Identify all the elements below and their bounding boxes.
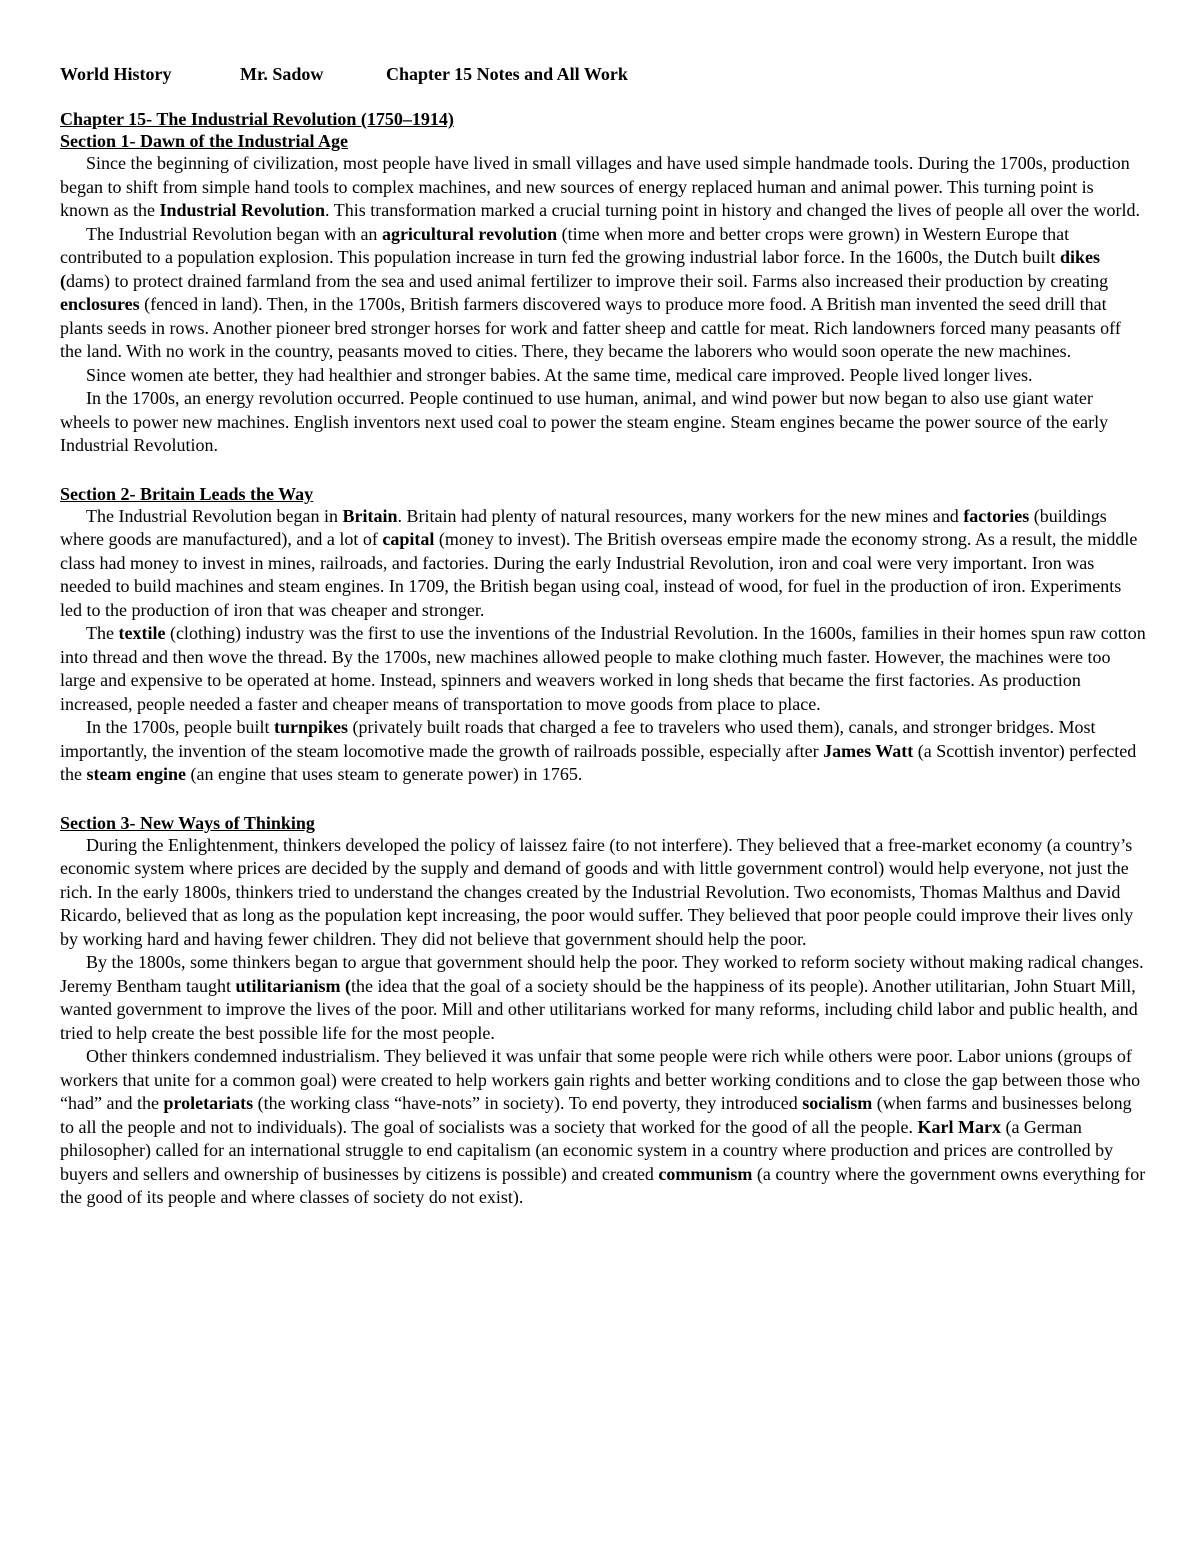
key-term: Karl Marx	[917, 1116, 1001, 1137]
text-run: The Industrial Revolution began with an	[86, 223, 382, 244]
key-term: factories	[963, 505, 1030, 526]
section-spacer	[60, 787, 1146, 812]
document-header	[60, 62, 1146, 86]
paragraph	[60, 387, 1146, 458]
text-run: Since the beginning of civilization, most people have lived in small villages and have used simple handmade tools. During the 1700s, production began to shift from simple hand tools to complex machines, and new sources of energy replaced human and animal power. This turning point is known as the	[60, 153, 1130, 220]
text-run: The Industrial Revolution began in	[86, 505, 343, 526]
text-run: In the 1700s, an energy revolution occurred. People continued to use human, animal, and wind power but now began to also use giant water wheels to power new machines. English inventors next used coal to power the steam engine. Steam engines became the power source of the early Industrial Revolution.	[60, 388, 1109, 455]
text-run: (time when more and better crops were grown) in Western Europe that contributed to a population explosion. This population increase in turn fed the growing industrial labor force. In the 1600s, the Dutch built	[60, 223, 1070, 267]
text-run: (a German philosopher) called for an international struggle to end capitalism (an economic system in a country where production and prices are controlled by buyers and sellers and ownership of businesses by citizens is possible) and created	[60, 1116, 1114, 1184]
paragraph	[60, 834, 1146, 952]
paragraph	[60, 951, 1146, 1045]
document-page	[60, 62, 1146, 1210]
text-run: Since women ate better, they had healthier and stronger babies. At the same time, medical care improved. People lived longer lives.	[86, 364, 1033, 385]
text-run: (fenced in land). Then, in the 1700s, British farmers discovered ways to produce more food. A British man invented the seed drill that plants seeds in rows. Another pioneer bred stronger horses for work and fatter sheep and cattle for meat. Rich landowners forced many peasants off the land. With no work in the country, peasants moved to cities. There, they became the laborers who would soon operate the new machines.	[60, 294, 1121, 361]
key-term: agricultural revolution	[381, 223, 558, 244]
text-run: During the Enlightenment, thinkers developed the policy of laissez faire (to not interfere). They believed that a free-market economy (a country’s economic system where prices are decided by the supply and demand of goods and with little government control) would help everyone, not just the rich. In the early 1800s, thinkers tried to understand the changes created by the Industrial Revolution. Two economists, Thomas Malthus and David Ricardo, believed that as long as the population kept increasing, the poor would suffer. They believed that poor people could improve their lives only by working hard and having fewer children. They did not believe that government should help the poor.	[60, 834, 1134, 949]
paragraph	[60, 364, 1146, 388]
key-term: enclosures	[60, 294, 140, 314]
section-spacer	[60, 458, 1146, 483]
text-run: the idea that the goal of a society should be the happiness of its people). Another utilitarian, John Stuart Mill, wanted government to improve the lives of the poor. Mill and other utilitarians worked for many reforms, including child labor and public health, and tried to help create the best possible life for the most people.	[60, 975, 1138, 1043]
key-term: James Watt	[823, 740, 914, 761]
section-heading: Section 1- Dawn of the Industrial Age	[60, 131, 349, 151]
key-term: communism	[658, 1163, 753, 1184]
text-run: . This transformation marked a crucial turning point in history and changed the lives of people all over the world.	[325, 200, 1140, 220]
chapter-title: Chapter 15- The Industrial Revolution (1750–1914)	[60, 109, 454, 129]
teacher-name: Mr. Sadow	[240, 64, 324, 84]
text-run: . Britain had plenty of natural resources, many workers for the new mines and	[397, 505, 964, 526]
paragraph	[60, 152, 1146, 223]
section-heading: Section 3- New Ways of Thinking	[60, 812, 315, 833]
text-run: By the 1800s, some thinkers began to argue that government should help the poor. They worked to reform society without making radical changes. Jeremy Bentham taught	[60, 952, 1144, 996]
key-term: textile	[118, 623, 166, 643]
text-run: Other thinkers condemned industrialism. They believed it was unfair that some people were rich while others were poor. Labor unions (groups of workers that unite for a common goal) were created to help workers gain rights and better working conditions and to close the gap between those who “had” and the	[60, 1046, 1141, 1113]
text-run: (money to invest). The British overseas empire made the economy strong. As a result, the middle class had money to invest in mines, railroads, and factories. During the early Industrial Revolution, iron and coal were very important. Iron was needed to build machines and steam engines. In 1709, the British began using coal, instead of wood, for fuel in the production of iron. Experiments led to the production of iron that was cheaper and stronger.	[60, 529, 1138, 620]
key-term: steam engine	[86, 764, 186, 784]
text-run: (when farms and businesses belong to all the people and not to individuals). The goal of socialists was a society that worked for the good of all the people.	[60, 1093, 1132, 1137]
text-run: (clothing) industry was the first to use the inventions of the Industrial Revolution. In the 1600s, families in their homes spun raw cotton into thread and then wove the thread. By the 1700s, new machines allowed people to make clothing much faster. However, the machines were too large and expensive to be operated at home. Instead, spinners and weavers worked in long sheds that became the first factories. As production increased, people needed a faster and cheaper means of transportation to move goods from place to place.	[60, 623, 1146, 714]
text-run: (the working class “have-nots” in society). To end poverty, they introduced	[253, 1093, 803, 1113]
course-name: World History	[60, 64, 172, 84]
section-3	[60, 812, 1146, 1210]
text-run: (a country where the government owns everything for the good of its people and where classes of society do not exist).	[60, 1163, 1146, 1207]
key-term: Industrial Revolution	[159, 200, 326, 220]
text-run: dams) to protect drained farmland from the sea and used animal fertilizer to improve their soil. Farms also increased their production by creating	[66, 270, 1109, 291]
text-run: (a Scottish inventor) perfected the	[60, 740, 1137, 784]
key-term: proletariats	[163, 1093, 254, 1113]
key-term: Britain	[342, 505, 398, 526]
section-heading: Section 2- Britain Leads the Way	[60, 483, 314, 504]
text-run: (buildings where goods are manufactured), and a lot of	[60, 505, 1107, 549]
key-term: socialism	[802, 1093, 873, 1113]
paragraph	[60, 223, 1146, 364]
document-title: Chapter 15 Notes and All Work	[386, 64, 628, 84]
text-run: The	[86, 623, 119, 643]
key-term: capital	[382, 529, 435, 549]
key-term: dikes (	[60, 247, 1100, 291]
paragraph	[60, 1045, 1146, 1210]
paragraph	[60, 505, 1146, 623]
key-term: turnpikes	[273, 717, 349, 737]
paragraph	[60, 716, 1146, 787]
key-term: utilitarianism (	[235, 975, 351, 996]
text-run: In the 1700s, people built	[86, 717, 274, 737]
section-2	[60, 483, 1146, 787]
section-1	[60, 130, 1146, 458]
paragraph	[60, 622, 1146, 716]
text-run: (an engine that uses steam to generate power) in 1765.	[185, 764, 583, 784]
text-run: (privately built roads that charged a fee to travelers who used them), canals, and stronger bridges. Most importantly, the invention of the steam locomotive made the growth of railroads possible, especially after	[60, 717, 1096, 761]
